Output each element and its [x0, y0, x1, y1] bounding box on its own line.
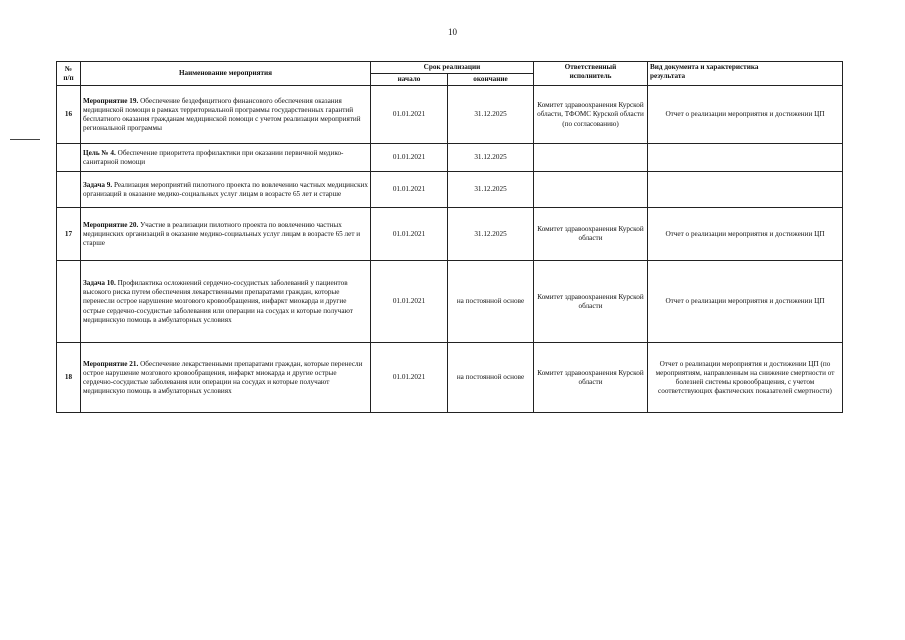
- row-title-prefix: Задача 10.: [83, 278, 116, 287]
- row-number: 18: [57, 343, 81, 413]
- row-title-text: Обеспечение бездефицитного финансового обеспечения оказания медицинской помощи в рамках территориальной программы государственных гарантий бесплатного оказания гражданам медицинской помощи с учетом реализации мероприятий региональной программы: [83, 96, 361, 133]
- row-title-prefix: Задача 9.: [83, 180, 113, 189]
- row-start-date: 01.01.2021: [371, 208, 448, 261]
- row-title: [81, 144, 371, 172]
- header-row: [57, 62, 843, 74]
- table-row: [57, 172, 843, 208]
- row-number: 16: [57, 86, 81, 144]
- row-responsible: [534, 172, 648, 208]
- row-number: 17: [57, 208, 81, 261]
- row-number: [57, 144, 81, 172]
- table-row: [57, 343, 843, 413]
- row-start-date: 01.01.2021: [371, 86, 448, 144]
- row-title: [81, 343, 371, 413]
- table-row: [57, 86, 843, 144]
- page-number: 10: [448, 27, 457, 37]
- row-end-date: 31.12.2025: [448, 86, 534, 144]
- row-title: [81, 261, 371, 343]
- row-result: [648, 172, 843, 208]
- row-result: Отчет о реализации мероприятия и достижении ЦП: [648, 208, 843, 261]
- row-responsible: [534, 144, 648, 172]
- header-name: Наименование мероприятия: [81, 62, 371, 86]
- row-end-date: на постоянной основе: [448, 261, 534, 343]
- margin-line: [10, 139, 40, 140]
- header-period: Срок реализации: [371, 62, 534, 74]
- row-title: [81, 208, 371, 261]
- header-num: № п/п: [57, 62, 81, 86]
- row-end-date: 31.12.2025: [448, 172, 534, 208]
- row-number: [57, 261, 81, 343]
- row-result: Отчет о реализации мероприятия и достижении ЦП (по мероприятиям, направленным на снижение смертности от болезней системы кровообращения, с учетом соответствующих фактических показателей смертности): [648, 343, 843, 413]
- row-number: [57, 172, 81, 208]
- row-responsible: Комитет здравоохранения Курской области: [534, 208, 648, 261]
- row-title-text: Реализация мероприятий пилотного проекта по вовлечению частных медицинских организаций в оказание медико-социальных услуг лицам в возрасте 65 лет и старше: [83, 180, 369, 198]
- row-result: [648, 144, 843, 172]
- row-responsible: Комитет здравоохранения Курской области: [534, 261, 648, 343]
- row-title-prefix: Мероприятие 21.: [83, 359, 139, 368]
- row-start-date: 01.01.2021: [371, 343, 448, 413]
- header-end: окончание: [448, 74, 534, 86]
- row-title-prefix: Цель № 4.: [83, 148, 116, 157]
- header-result: Вид документа и характеристика результата: [648, 62, 843, 86]
- table-row: [57, 208, 843, 261]
- plan-table: [56, 61, 843, 413]
- header-responsible: Ответственный исполнитель: [534, 62, 648, 86]
- row-title-text: Участие в реализации пилотного проекта по вовлечению частных медицинских организаций в оказание медико-социальных услуг лицам в возрасте 65 лет и старше: [83, 220, 361, 248]
- row-title-prefix: Мероприятие 20.: [83, 220, 139, 229]
- row-title-prefix: Мероприятие 19.: [83, 96, 139, 105]
- row-end-date: на постоянной основе: [448, 343, 534, 413]
- row-title: [81, 86, 371, 144]
- row-title-text: Обеспечение приоритета профилактики при оказании первичной медико-санитарной помощи: [83, 148, 344, 166]
- row-start-date: 01.01.2021: [371, 261, 448, 343]
- row-title-text: Обеспечение лекарственными препаратами граждан, которые перенесли острое нарушение мозгового кровообращения, инфаркт миокарда и другие острые сердечно-сосудистые заболевания или операции на сосудах и которые получают медицинскую помощь в амбулаторных условиях: [83, 359, 363, 396]
- header-start: начало: [371, 74, 448, 86]
- row-title-text: Профилактика осложнений сердечно-сосудистых заболеваний у пациентов высокого риска путем обеспечения лекарственными препаратами граждан, которые перенесли острое нарушение мозгового кровообращения, инфаркт миокарда и другие острые сердечно-сосудистые заболевания или операции на сосудах и которые получают медицинскую помощь в амбулаторных условиях: [83, 278, 353, 324]
- table-row: [57, 261, 843, 343]
- row-title: [81, 172, 371, 208]
- row-end-date: 31.12.2025: [448, 144, 534, 172]
- row-result: Отчет о реализации мероприятия и достижении ЦП: [648, 86, 843, 144]
- row-result: Отчет о реализации мероприятия и достижении ЦП: [648, 261, 843, 343]
- row-end-date: 31.12.2025: [448, 208, 534, 261]
- table-row: [57, 144, 843, 172]
- row-start-date: 01.01.2021: [371, 144, 448, 172]
- row-responsible: Комитет здравоохранения Курской области: [534, 343, 648, 413]
- row-start-date: 01.01.2021: [371, 172, 448, 208]
- row-responsible: Комитет здравоохранения Курской области, ТФОМС Курской области (по согласованию): [534, 86, 648, 144]
